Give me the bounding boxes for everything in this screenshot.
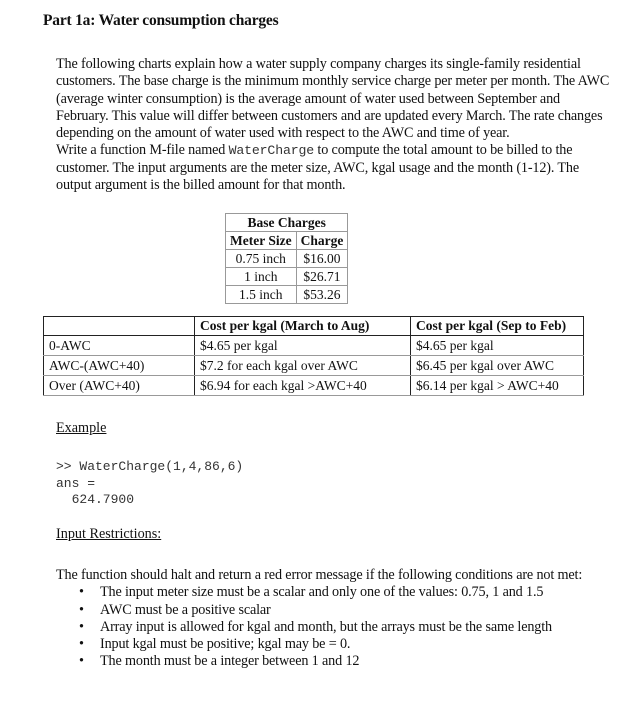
- winter-rate-cell: $6.14 per kgal > AWC+40: [411, 376, 584, 396]
- rate-header-winter: Cost per kgal (Sep to Feb): [411, 317, 584, 336]
- table-row: [226, 268, 348, 286]
- summer-rate-cell: $7.2 for each kgal over AWC: [195, 356, 411, 376]
- meter-size-cell: 1.5 inch: [226, 286, 297, 304]
- intro-description: The following charts explain how a water supply company charges its single-family residential customers. The base charge is the minimum monthly service charge per meter per month. The AWC (average winter consumption) is the average amount of water used between September and February. This value will differ between customers and are updated every March. The rate changes depending on the amount of water used with respect to the AWC and time of year.: [56, 56, 610, 142]
- table-row: [226, 286, 348, 304]
- task-description: [56, 142, 611, 194]
- tier-cell: AWC-(AWC+40): [44, 356, 195, 376]
- bullet-icon: •: [79, 636, 84, 653]
- list-item: [79, 584, 616, 601]
- summer-rate-cell: $4.65 per kgal: [195, 336, 411, 356]
- code-line-ans: ans =: [56, 475, 96, 491]
- list-item: [79, 601, 616, 619]
- winter-rate-cell: $4.65 per kgal: [411, 336, 584, 356]
- table-row: [226, 250, 348, 268]
- list-item-text: The month must be a integer between 1 and 12: [100, 653, 360, 670]
- table-row: [44, 356, 584, 376]
- list-item: [79, 653, 616, 670]
- list-item: [79, 636, 616, 653]
- charge-cell: $16.00: [296, 250, 348, 268]
- charge-cell: $26.71: [296, 268, 348, 286]
- list-item-text: Input kgal must be positive; kgal may be = 0.: [100, 636, 351, 653]
- function-name: WaterCharge: [228, 143, 315, 159]
- meter-size-cell: 0.75 inch: [226, 250, 297, 268]
- list-item: [79, 618, 616, 636]
- table-row: [44, 376, 584, 396]
- code-line-result: 624.7900: [56, 492, 135, 507]
- winter-rate-cell: $6.45 per kgal over AWC: [411, 356, 584, 376]
- list-item-text: AWC must be a positive scalar: [100, 601, 271, 618]
- bullet-icon: •: [79, 584, 84, 601]
- rate-table: [43, 316, 584, 396]
- bullet-icon: •: [79, 601, 84, 618]
- intro-paragraph: [56, 56, 611, 194]
- base-charges-table: [225, 213, 348, 304]
- tier-cell: Over (AWC+40): [44, 376, 195, 396]
- example-heading: Example: [56, 420, 107, 436]
- charge-cell: $53.26: [296, 286, 348, 304]
- summer-rate-cell: $6.94 for each kgal >AWC+40: [195, 376, 411, 396]
- input-restrictions-section: [56, 567, 616, 671]
- rate-header-summer: Cost per kgal (March to Aug): [195, 317, 411, 336]
- bullet-icon: •: [79, 618, 84, 635]
- restrictions-description: The function should halt and return a red error message if the following conditions are not met:: [56, 567, 583, 583]
- header-charge: Charge: [296, 232, 348, 250]
- restrictions-list: [56, 584, 616, 670]
- task-suffix: to compute the total amount to be billed to the customer. The input arguments are the meter size, AWC, kgal usage and the month (1-12). The output argument is the billed amount for that month.: [56, 142, 580, 194]
- rate-header-tier: [44, 317, 195, 336]
- list-item-text: Array input is allowed for kgal and month, but the arrays must be the same length: [100, 618, 552, 635]
- code-line-command: >> WaterCharge(1,4,86,6): [56, 459, 244, 474]
- list-item-text: The input meter size must be a scalar and only one of the values: 0.75, 1 and 1.5: [100, 584, 544, 601]
- tier-cell: 0-AWC: [44, 336, 195, 356]
- example-code: [56, 459, 243, 509]
- base-charges-title: Base Charges: [226, 214, 348, 232]
- task-prefix: Write a function M-file named: [56, 142, 229, 159]
- header-meter-size: Meter Size: [226, 232, 297, 250]
- meter-size-cell: 1 inch: [226, 268, 297, 286]
- input-restrictions-heading: Input Restrictions:: [56, 526, 162, 542]
- bullet-icon: •: [79, 653, 84, 670]
- table-row: [44, 336, 584, 356]
- page-title: Part 1a: Water consumption charges: [43, 12, 279, 29]
